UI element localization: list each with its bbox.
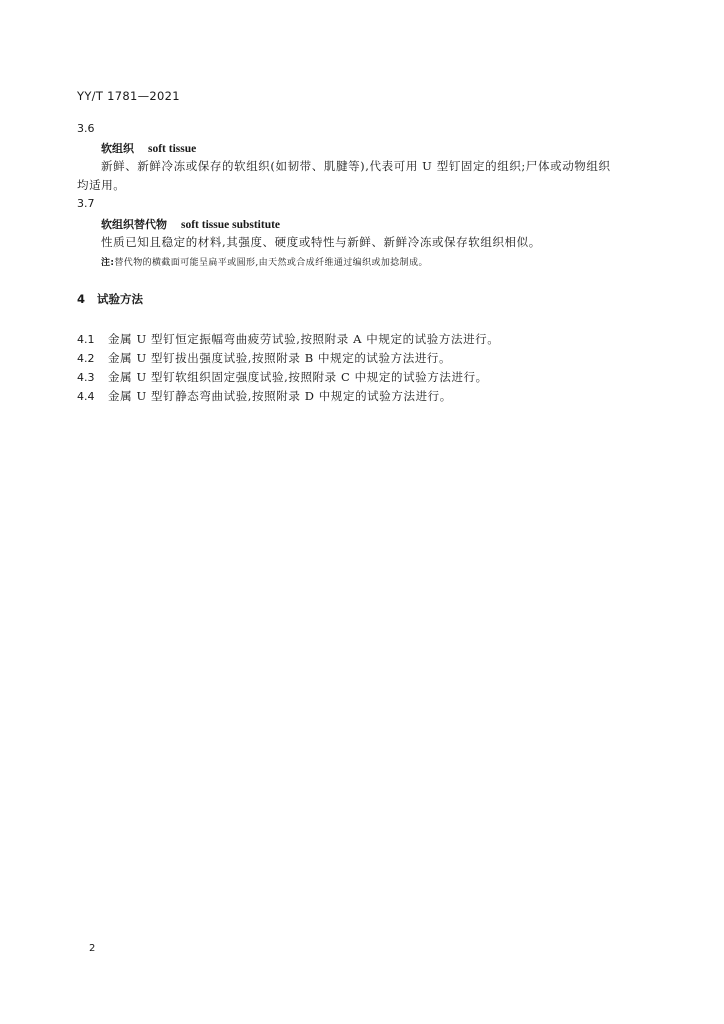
clause-number-3-6: 3.6 [77,122,95,135]
clause-4-1 [77,328,499,347]
term-en: soft tissue [148,143,197,155]
term-soft-tissue-substitute [101,216,280,232]
clause-number-3-7: 3.7 [77,197,95,210]
definition-3-6-line1: 新鲜、新鲜冷冻或保存的软组织(如韧带、肌腱等),代表可用 U 型钉固定的组织;尸体或动物组织 [101,159,611,173]
note-label: 注: [101,258,115,268]
term-en: soft tissue substitute [181,219,281,231]
definition-3-7: 性质已知且稳定的材料,其强度、硬度或特性与新鲜、新鲜冷冻或保存软组织相似。 [101,235,541,249]
note-text: 替代物的横截面可能呈扁平或圆形,由天然或合成纤维通过编织或加捻制成。 [114,258,428,268]
clause-number: 4.1 [77,333,95,346]
clause-text: 金属 U 型钉软组织固定强度试验,按照附录 C 中规定的试验方法进行。 [108,370,488,384]
clause-text: 金属 U 型钉恒定振幅弯曲疲劳试验,按照附录 A 中规定的试验方法进行。 [108,332,500,346]
page-number: 2 [89,943,96,954]
clause-4-2 [77,347,451,366]
section-number: 4 [77,292,86,306]
term-soft-tissue [101,140,196,156]
clause-number: 4.4 [77,390,95,403]
clause-number: 4.3 [77,371,95,384]
term-zh: 软组织 [101,142,134,155]
note-3-7 [101,255,428,268]
section-title: 试验方法 [97,292,144,306]
definition-3-6-line2: 均适用。 [77,178,126,192]
standard-number-header: YY/T 1781—2021 [77,89,180,103]
clause-text: 金属 U 型钉拔出强度试验,按照附录 B 中规定的试验方法进行。 [108,351,452,365]
clause-4-4 [77,385,452,404]
clause-number: 4.2 [77,352,95,365]
clause-4-3 [77,366,488,385]
clause-text: 金属 U 型钉静态弯曲试验,按照附录 D 中规定的试验方法进行。 [108,389,452,403]
term-zh: 软组织替代物 [101,218,167,231]
section-4-heading [77,291,143,307]
